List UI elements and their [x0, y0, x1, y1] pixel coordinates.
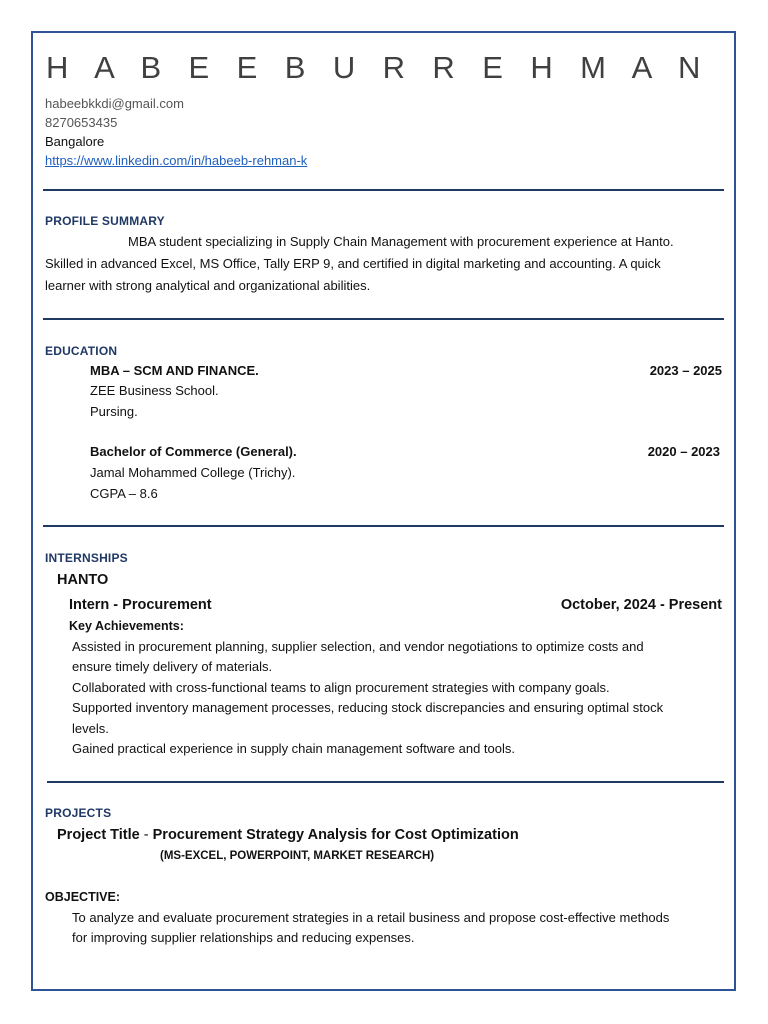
achievement-line: levels.	[72, 721, 109, 736]
location-text: Bangalore	[45, 134, 105, 149]
profile-summary-line: MBA student specializing in Supply Chain Management with procurement experience at Hanto.	[128, 234, 674, 249]
objective-line: To analyze and evaluate procurement strategies in a retail business and propose cost-effective methods	[72, 910, 670, 925]
school-name: Jamal Mohammed College (Trichy).	[90, 465, 296, 480]
project-title	[57, 827, 519, 843]
achievement-line: Assisted in procurement planning, supplier selection, and vendor negotiations to optimize costs and	[72, 639, 644, 654]
achievement-line: ensure timely delivery of materials.	[72, 659, 273, 674]
section-divider	[43, 189, 724, 191]
project-title-label: Project Title	[57, 827, 140, 843]
education-heading: EDUCATION	[45, 344, 118, 358]
page-border	[31, 31, 736, 991]
achievement-line: Gained practical experience in supply chain management software and tools.	[72, 741, 515, 756]
phone-text: 8270653435	[45, 115, 118, 130]
degree-title: MBA – SCM AND FINANCE.	[90, 363, 259, 378]
role-title: Intern - Procurement	[69, 597, 212, 613]
linkedin-link[interactable]: https://www.linkedin.com/in/habeeb-rehman-k	[45, 153, 308, 168]
role-dates: October, 2024 - Present	[560, 597, 722, 613]
profile-summary-heading: PROFILE SUMMARY	[45, 214, 165, 228]
company-name: HANTO	[57, 572, 109, 588]
email-text: habeebkkdi@gmail.com	[45, 96, 184, 111]
project-title-separator: -	[139, 827, 153, 843]
degree-years: 2020 – 2023	[647, 444, 720, 459]
internships-heading: INTERNSHIPS	[45, 551, 128, 565]
degree-detail: CGPA – 8.6	[90, 486, 158, 501]
achievement-line: Collaborated with cross-functional teams to align procurement strategies with company goals.	[72, 680, 610, 695]
degree-title: Bachelor of Commerce (General).	[90, 444, 297, 459]
section-divider	[47, 781, 724, 783]
school-name: ZEE Business School.	[90, 383, 219, 398]
section-divider	[43, 318, 724, 320]
achievement-line: Supported inventory management processes, reducing stock discrepancies and ensuring optimal stock	[72, 700, 664, 715]
project-title-text: Procurement Strategy Analysis for Cost Optimization	[152, 827, 519, 843]
degree-detail: Pursing.	[90, 404, 138, 419]
profile-summary-line: learner with strong analytical and organizational abilities.	[45, 278, 371, 293]
profile-summary-line: Skilled in advanced Excel, MS Office, Tally ERP 9, and certified in digital marketing and accounting. A quick	[45, 256, 661, 271]
project-tools: (MS-EXCEL, POWERPOINT, MARKET RESEARCH)	[160, 850, 435, 862]
degree-years: 2023 – 2025	[649, 363, 722, 378]
projects-heading: PROJECTS	[45, 806, 112, 820]
objective-line: for improving supplier relationships and reducing expenses.	[72, 930, 415, 945]
section-divider	[43, 525, 724, 527]
objective-label: OBJECTIVE:	[45, 890, 121, 904]
achievements-label: Key Achievements:	[69, 619, 184, 633]
candidate-name: H A B E E B U R R E H M A N	[46, 50, 710, 85]
